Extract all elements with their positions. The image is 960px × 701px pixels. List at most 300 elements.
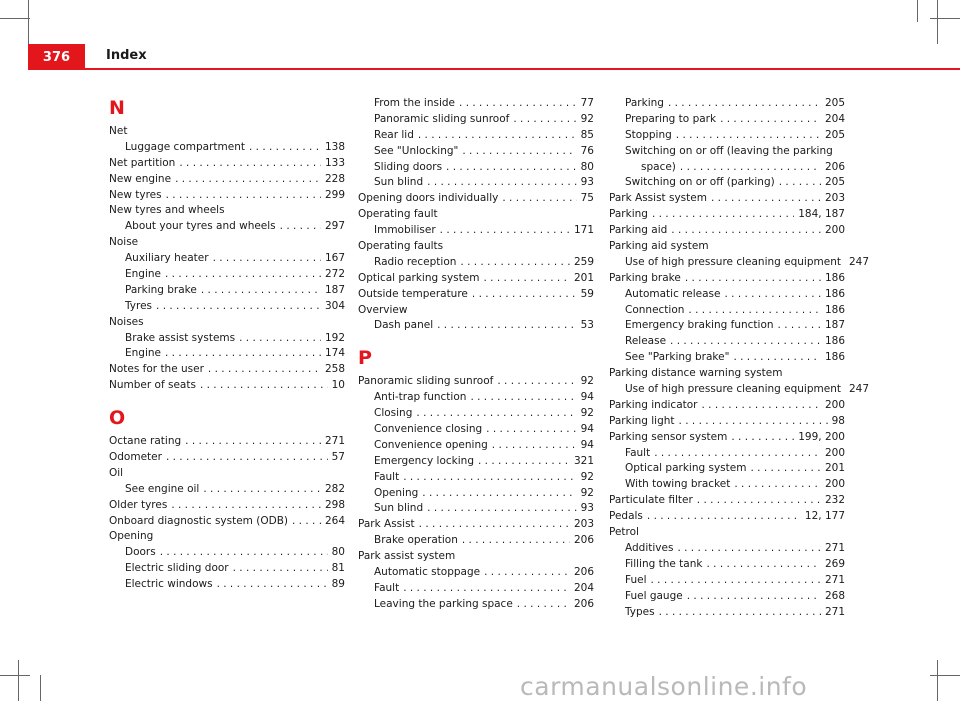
leader-dots <box>462 144 576 160</box>
index-entry-label: Convenience closing <box>374 423 483 436</box>
index-heading <box>609 144 845 160</box>
leader-dots <box>292 514 321 530</box>
leader-dots <box>418 128 577 144</box>
index-entry-label: New tyres and wheels <box>109 204 225 217</box>
index-entry-page: 272 <box>324 268 345 281</box>
index-entry-page: 98 <box>831 414 845 427</box>
index-entry-label: Dash panel <box>374 319 434 332</box>
index-entry-page: 205 <box>824 128 845 141</box>
index-entry <box>358 517 594 533</box>
index-entry-label: Switching on or off (parking) <box>625 176 775 189</box>
index-entry <box>358 533 594 549</box>
index-entry-label: Noises <box>109 315 144 328</box>
index-entry-page: 76 <box>580 144 594 157</box>
index-entry-label: Oil <box>109 466 124 479</box>
leader-dots <box>778 318 821 334</box>
index-entry-label: Tyres <box>125 299 153 312</box>
leader-dots <box>403 581 570 597</box>
index-entry <box>109 188 345 204</box>
leader-dots <box>203 482 321 498</box>
leader-dots <box>513 112 576 128</box>
leader-dots <box>171 498 321 514</box>
index-entry <box>109 299 345 315</box>
page-number: 376 <box>28 44 85 70</box>
leader-dots <box>460 255 570 271</box>
index-entry-label: Parking light <box>609 414 675 427</box>
index-entry-label: Operating fault <box>358 208 438 221</box>
index-entry-label: Sun blind <box>374 502 424 515</box>
index-entry-page: 77 <box>580 97 594 109</box>
index-entry-page: 92 <box>580 407 594 420</box>
index-entry <box>609 207 845 223</box>
index-entry-page: 92 <box>580 112 594 125</box>
index-entry-label: Electric sliding door <box>125 562 229 575</box>
index-entry <box>358 96 594 112</box>
crop-mark <box>937 660 938 701</box>
index-entry-label: Optical parking system <box>625 462 747 475</box>
index-heading <box>109 203 345 219</box>
index-entry-page: 299 <box>324 188 345 201</box>
index-heading <box>358 303 594 319</box>
index-entry <box>609 509 845 525</box>
index-entry-label: Rear lid <box>374 128 414 141</box>
index-entry-label: Fault <box>625 446 651 459</box>
index-entry <box>609 398 845 414</box>
index-entry-page: 171 <box>573 224 594 237</box>
leader-dots <box>720 112 821 128</box>
index-entry-label: New engine <box>109 172 172 185</box>
index-entry-label: Net <box>109 125 128 137</box>
index-heading <box>358 239 594 255</box>
index-entry-page: 93 <box>580 176 594 189</box>
index-entry-label: Notes for the user <box>109 363 204 376</box>
index-entry <box>109 378 345 394</box>
index-entry-page: 206 <box>573 597 594 610</box>
index-entry <box>109 450 345 466</box>
leader-dots <box>175 172 321 188</box>
index-entry <box>609 493 845 509</box>
index-entry-label: Particulate filter <box>609 494 693 507</box>
section-letter: O <box>109 407 126 430</box>
index-entry <box>358 374 594 390</box>
leader-dots <box>462 533 570 549</box>
index-entry-label: Number of seats <box>109 379 196 392</box>
index-entry-page: 92 <box>580 470 594 483</box>
index-entry-label: Octane rating <box>109 435 182 448</box>
index-entry <box>109 156 345 172</box>
leader-dots <box>702 398 821 414</box>
index-entry-label: Operating faults <box>358 240 444 253</box>
index-entry-page: 298 <box>324 498 345 511</box>
index-entry <box>358 454 594 470</box>
index-entry <box>609 605 845 621</box>
index-entry <box>358 287 594 303</box>
watermark: carmanualsonline.info <box>520 672 808 701</box>
index-entry-label: Park Assist system <box>609 192 707 205</box>
index-entry-label: See "Unlocking" <box>374 144 459 157</box>
leader-dots <box>497 374 576 390</box>
index-entry <box>109 362 345 378</box>
index-entry-page: 186 <box>824 287 845 300</box>
index-entry <box>358 223 594 239</box>
index-entry-page: 187 <box>824 319 845 332</box>
index-entry <box>109 267 345 283</box>
index-heading <box>609 366 845 382</box>
crop-mark <box>0 675 30 676</box>
index-entry-page: 187 <box>324 283 345 296</box>
index-column-1 <box>109 96 345 593</box>
leader-dots <box>670 334 821 350</box>
index-entry-label: Closing <box>374 407 413 420</box>
index-entry-page: 201 <box>824 462 845 475</box>
index-entry <box>609 303 845 319</box>
index-entry-label: Park assist system <box>358 550 456 563</box>
index-entry-label: Electric windows <box>125 578 213 591</box>
index-entry-label: Auxiliary heater <box>125 252 209 265</box>
index-entry <box>358 271 594 287</box>
index-entry <box>609 573 845 589</box>
index-entry-label: Panoramic sliding sunroof <box>358 375 494 388</box>
index-entry-label: Use of high pressure cleaning equipment <box>625 255 841 268</box>
index-entry-page: 228 <box>324 172 345 185</box>
index-entry-label: Net partition <box>109 156 176 169</box>
index-entry-label: Engine <box>125 268 161 281</box>
leader-dots <box>416 406 576 422</box>
index-entry-page: 138 <box>324 140 345 153</box>
index-entry-page: 199, 200 <box>798 430 845 443</box>
leader-dots <box>208 362 321 378</box>
index-entry <box>609 112 845 128</box>
index-entry <box>609 160 845 176</box>
index-entry-page: 200 <box>824 224 845 237</box>
index-entry-label: Anti-trap function <box>374 391 467 404</box>
index-entry-label: Brake operation <box>374 534 458 547</box>
index-entry-label: Engine <box>125 347 161 360</box>
index-entry-page: 53 <box>580 319 594 332</box>
index-entry-page: 206 <box>573 566 594 579</box>
index-entry <box>358 406 594 422</box>
index-entry-page: 282 <box>324 482 345 495</box>
index-entry <box>358 470 594 486</box>
index-entry-page: 75 <box>580 192 594 205</box>
leader-dots <box>249 140 321 156</box>
leader-dots <box>165 346 321 362</box>
index-entry-page: 205 <box>824 176 845 189</box>
leader-dots <box>779 175 821 191</box>
index-entry <box>109 498 345 514</box>
leader-dots <box>677 541 821 557</box>
leader-dots <box>478 454 570 470</box>
index-entry <box>609 557 845 573</box>
index-entry <box>609 255 870 271</box>
index-entry-page: 271 <box>824 605 845 618</box>
index-entry-page: 200 <box>824 398 845 411</box>
index-entry <box>358 486 594 502</box>
index-entry-label: Parking aid system <box>609 240 709 253</box>
index-entry-label: Immobiliser <box>374 224 436 237</box>
index-entry-label: Parking aid <box>609 224 668 237</box>
index-entry-page: 12, 177 <box>804 510 845 523</box>
index-entry-label: Brake assist systems <box>125 331 236 344</box>
index-entry-label: Panoramic sliding sunroof <box>374 112 510 125</box>
index-entry <box>609 541 845 557</box>
index-entry-page: 94 <box>580 391 594 404</box>
index-entry <box>109 283 345 299</box>
index-entry <box>358 565 594 581</box>
index-entry <box>609 128 845 144</box>
index-entry <box>609 382 870 398</box>
index-entry-label: Stopping <box>625 128 672 141</box>
index-heading <box>109 235 345 251</box>
leader-dots <box>671 223 821 239</box>
index-entry-label: Fault <box>374 581 400 594</box>
index-entry-page: 89 <box>331 578 345 591</box>
leader-dots <box>486 422 576 438</box>
index-entry <box>609 318 845 334</box>
index-entry-page: 186 <box>824 351 845 364</box>
leader-dots <box>233 561 328 577</box>
index-entry <box>358 160 594 176</box>
index-column-2 <box>358 96 594 613</box>
index-entry <box>609 287 845 303</box>
index-entry-label: Parking brake <box>125 283 197 296</box>
leader-dots <box>446 160 577 176</box>
leader-dots <box>517 597 570 613</box>
index-entry <box>358 581 594 597</box>
leader-dots <box>483 271 569 287</box>
index-entry <box>109 331 345 347</box>
index-entry-page: 201 <box>573 271 594 284</box>
index-entry-page: 203 <box>573 518 594 531</box>
index-entry-label: From the inside <box>374 97 456 109</box>
index-entry <box>109 251 345 267</box>
header-rule <box>28 68 960 70</box>
leader-dots <box>179 156 321 172</box>
index-entry-page: 80 <box>580 160 594 173</box>
index-entry-label: Automatic release <box>625 287 721 300</box>
index-entry-label: Switching on or off (leaving the parking <box>625 144 833 157</box>
leader-dots <box>652 207 794 223</box>
leader-dots <box>403 470 576 486</box>
index-entry-label: Fuel gauge <box>625 589 683 602</box>
index-entry-label: Parking distance warning system <box>609 367 783 380</box>
index-entry-label: Parking <box>609 208 648 221</box>
leader-dots <box>680 160 821 176</box>
index-entry-page: 10 <box>331 379 345 392</box>
index-entry-page: 271 <box>824 573 845 586</box>
index-entry <box>609 477 845 493</box>
leader-dots <box>750 461 820 477</box>
leader-dots <box>654 446 821 462</box>
index-heading <box>358 207 594 223</box>
index-entry-label: Petrol <box>609 526 639 539</box>
leader-dots <box>422 486 576 502</box>
leader-dots <box>492 438 577 454</box>
index-entry-page: 268 <box>824 589 845 602</box>
leader-dots <box>419 517 570 533</box>
leader-dots <box>185 434 321 450</box>
index-heading <box>609 239 845 255</box>
index-entry-label: Doors <box>125 546 156 559</box>
leader-dots <box>484 565 570 581</box>
index-entry-label: Opening doors individually <box>358 192 499 205</box>
index-entry-label: About your tyres and wheels <box>125 220 276 233</box>
leader-dots <box>166 188 321 204</box>
index-entry-page: 92 <box>580 486 594 499</box>
leader-dots <box>166 450 328 466</box>
index-entry-page: 186 <box>824 271 845 284</box>
index-entry-page: 206 <box>824 160 845 173</box>
index-entry <box>109 172 345 188</box>
index-entry <box>358 422 594 438</box>
leader-dots <box>697 493 821 509</box>
index-entry-page: 59 <box>580 287 594 300</box>
index-entry-page: 85 <box>580 128 594 141</box>
index-entry-page: 247 <box>848 255 870 268</box>
index-entry <box>358 112 594 128</box>
index-entry <box>109 219 345 235</box>
index-entry <box>609 589 845 605</box>
index-heading <box>109 466 345 482</box>
index-heading <box>609 525 845 541</box>
leader-dots <box>711 191 821 207</box>
index-entry-label: See "Parking brake" <box>625 351 730 364</box>
index-entry-page: 259 <box>573 255 594 268</box>
leader-dots <box>165 267 321 283</box>
leader-dots <box>685 271 821 287</box>
index-entry-page: 200 <box>824 478 845 491</box>
index-entry <box>609 334 845 350</box>
leader-dots <box>427 175 576 191</box>
index-entry <box>609 175 845 191</box>
leader-dots <box>213 251 321 267</box>
crop-mark <box>930 675 960 676</box>
index-entry-page: 258 <box>324 363 345 376</box>
index-entry-label: Connection <box>625 303 685 316</box>
index-entry-label: Emergency locking <box>374 454 474 467</box>
index-entry <box>358 501 594 517</box>
index-entry-page: 133 <box>324 156 345 169</box>
leader-dots <box>472 287 577 303</box>
index-entry-page: 232 <box>824 494 845 507</box>
page-title: Index <box>106 48 147 63</box>
index-entry <box>609 414 845 430</box>
index-entry-page: 205 <box>824 97 845 109</box>
index-entry-label: Sun blind <box>374 176 424 189</box>
index-entry <box>609 191 845 207</box>
index-entry-label: Overview <box>358 303 408 316</box>
index-entry-page: 94 <box>580 438 594 451</box>
index-entry <box>609 96 845 112</box>
index-entry-page: 304 <box>324 299 345 312</box>
index-entry-page: 203 <box>824 192 845 205</box>
section-letter: P <box>358 347 372 370</box>
leader-dots <box>440 223 570 239</box>
leader-dots <box>156 299 321 315</box>
index-entry <box>109 482 345 498</box>
index-entry-label: Pedals <box>609 510 643 523</box>
index-entry <box>109 561 345 577</box>
index-entry <box>609 461 845 477</box>
index-entry <box>358 255 594 271</box>
index-entry-label: Parking brake <box>609 271 681 284</box>
index-entry-page: 247 <box>848 383 870 396</box>
index-entry-label: Onboard diagnostic system (ODB) <box>109 514 288 527</box>
leader-dots <box>280 219 321 235</box>
index-entry-label: Parking <box>625 97 664 109</box>
index-entry-page: 204 <box>824 112 845 125</box>
index-entry-label: Park Assist <box>358 518 415 531</box>
index-entry <box>358 438 594 454</box>
index-entry-page: 206 <box>573 534 594 547</box>
index-entry <box>109 140 345 156</box>
index-entry-page: 186 <box>824 335 845 348</box>
index-entry-page: 93 <box>580 502 594 515</box>
leader-dots <box>679 414 828 430</box>
index-entry-label: Optical parking system <box>358 271 480 284</box>
index-entry-label: Older tyres <box>109 498 168 511</box>
leader-dots <box>651 573 821 589</box>
leader-dots <box>668 96 821 112</box>
index-entry-label: Outside temperature <box>358 287 468 300</box>
leader-dots <box>239 331 321 347</box>
index-entry-label: Sliding doors <box>374 160 443 173</box>
index-entry-label: Use of high pressure cleaning equipment <box>625 383 841 396</box>
leader-dots <box>502 191 576 207</box>
index-entry-label: Automatic stoppage <box>374 566 481 579</box>
index-entry <box>109 577 345 593</box>
index-entry-label: Additives <box>625 541 674 554</box>
index-entry-label: With towing bracket <box>625 478 731 491</box>
index-entry <box>609 446 845 462</box>
index-entry <box>109 346 345 362</box>
index-entry-page: 321 <box>573 454 594 467</box>
leader-dots <box>437 318 577 334</box>
index-entry-page: 297 <box>324 220 345 233</box>
index-entry <box>358 175 594 191</box>
index-column-3 <box>609 96 870 620</box>
leader-dots <box>676 128 821 144</box>
index-entry-label: Parking indicator <box>609 398 698 411</box>
index-entry-page: 271 <box>324 435 345 448</box>
index-entry-page: 269 <box>824 557 845 570</box>
leader-dots <box>470 390 576 406</box>
leader-dots <box>724 287 820 303</box>
leader-dots <box>200 378 328 394</box>
index-entry-page: 192 <box>324 331 345 344</box>
index-entry-label: Opening <box>374 486 419 499</box>
index-entry-label: Noise <box>109 236 139 249</box>
index-heading <box>358 549 594 565</box>
index-entry-label: Types <box>625 605 655 618</box>
index-entry-label: Opening <box>109 530 154 543</box>
index-entry-label: Fault <box>374 470 400 483</box>
leader-dots <box>201 283 321 299</box>
index-entry <box>609 271 845 287</box>
index-entry <box>609 430 845 446</box>
index-entry-label: Parking sensor system <box>609 430 728 443</box>
index-entry-label: Radio reception <box>374 255 457 268</box>
index-entry-label: Convenience opening <box>374 438 488 451</box>
leader-dots <box>733 350 821 366</box>
index-entry <box>109 434 345 450</box>
leader-dots <box>160 545 328 561</box>
index-entry-label: Odometer <box>109 451 162 464</box>
index-entry-page: 271 <box>824 541 845 554</box>
leader-dots <box>647 509 801 525</box>
index-entry <box>609 350 845 366</box>
leader-dots <box>427 501 576 517</box>
